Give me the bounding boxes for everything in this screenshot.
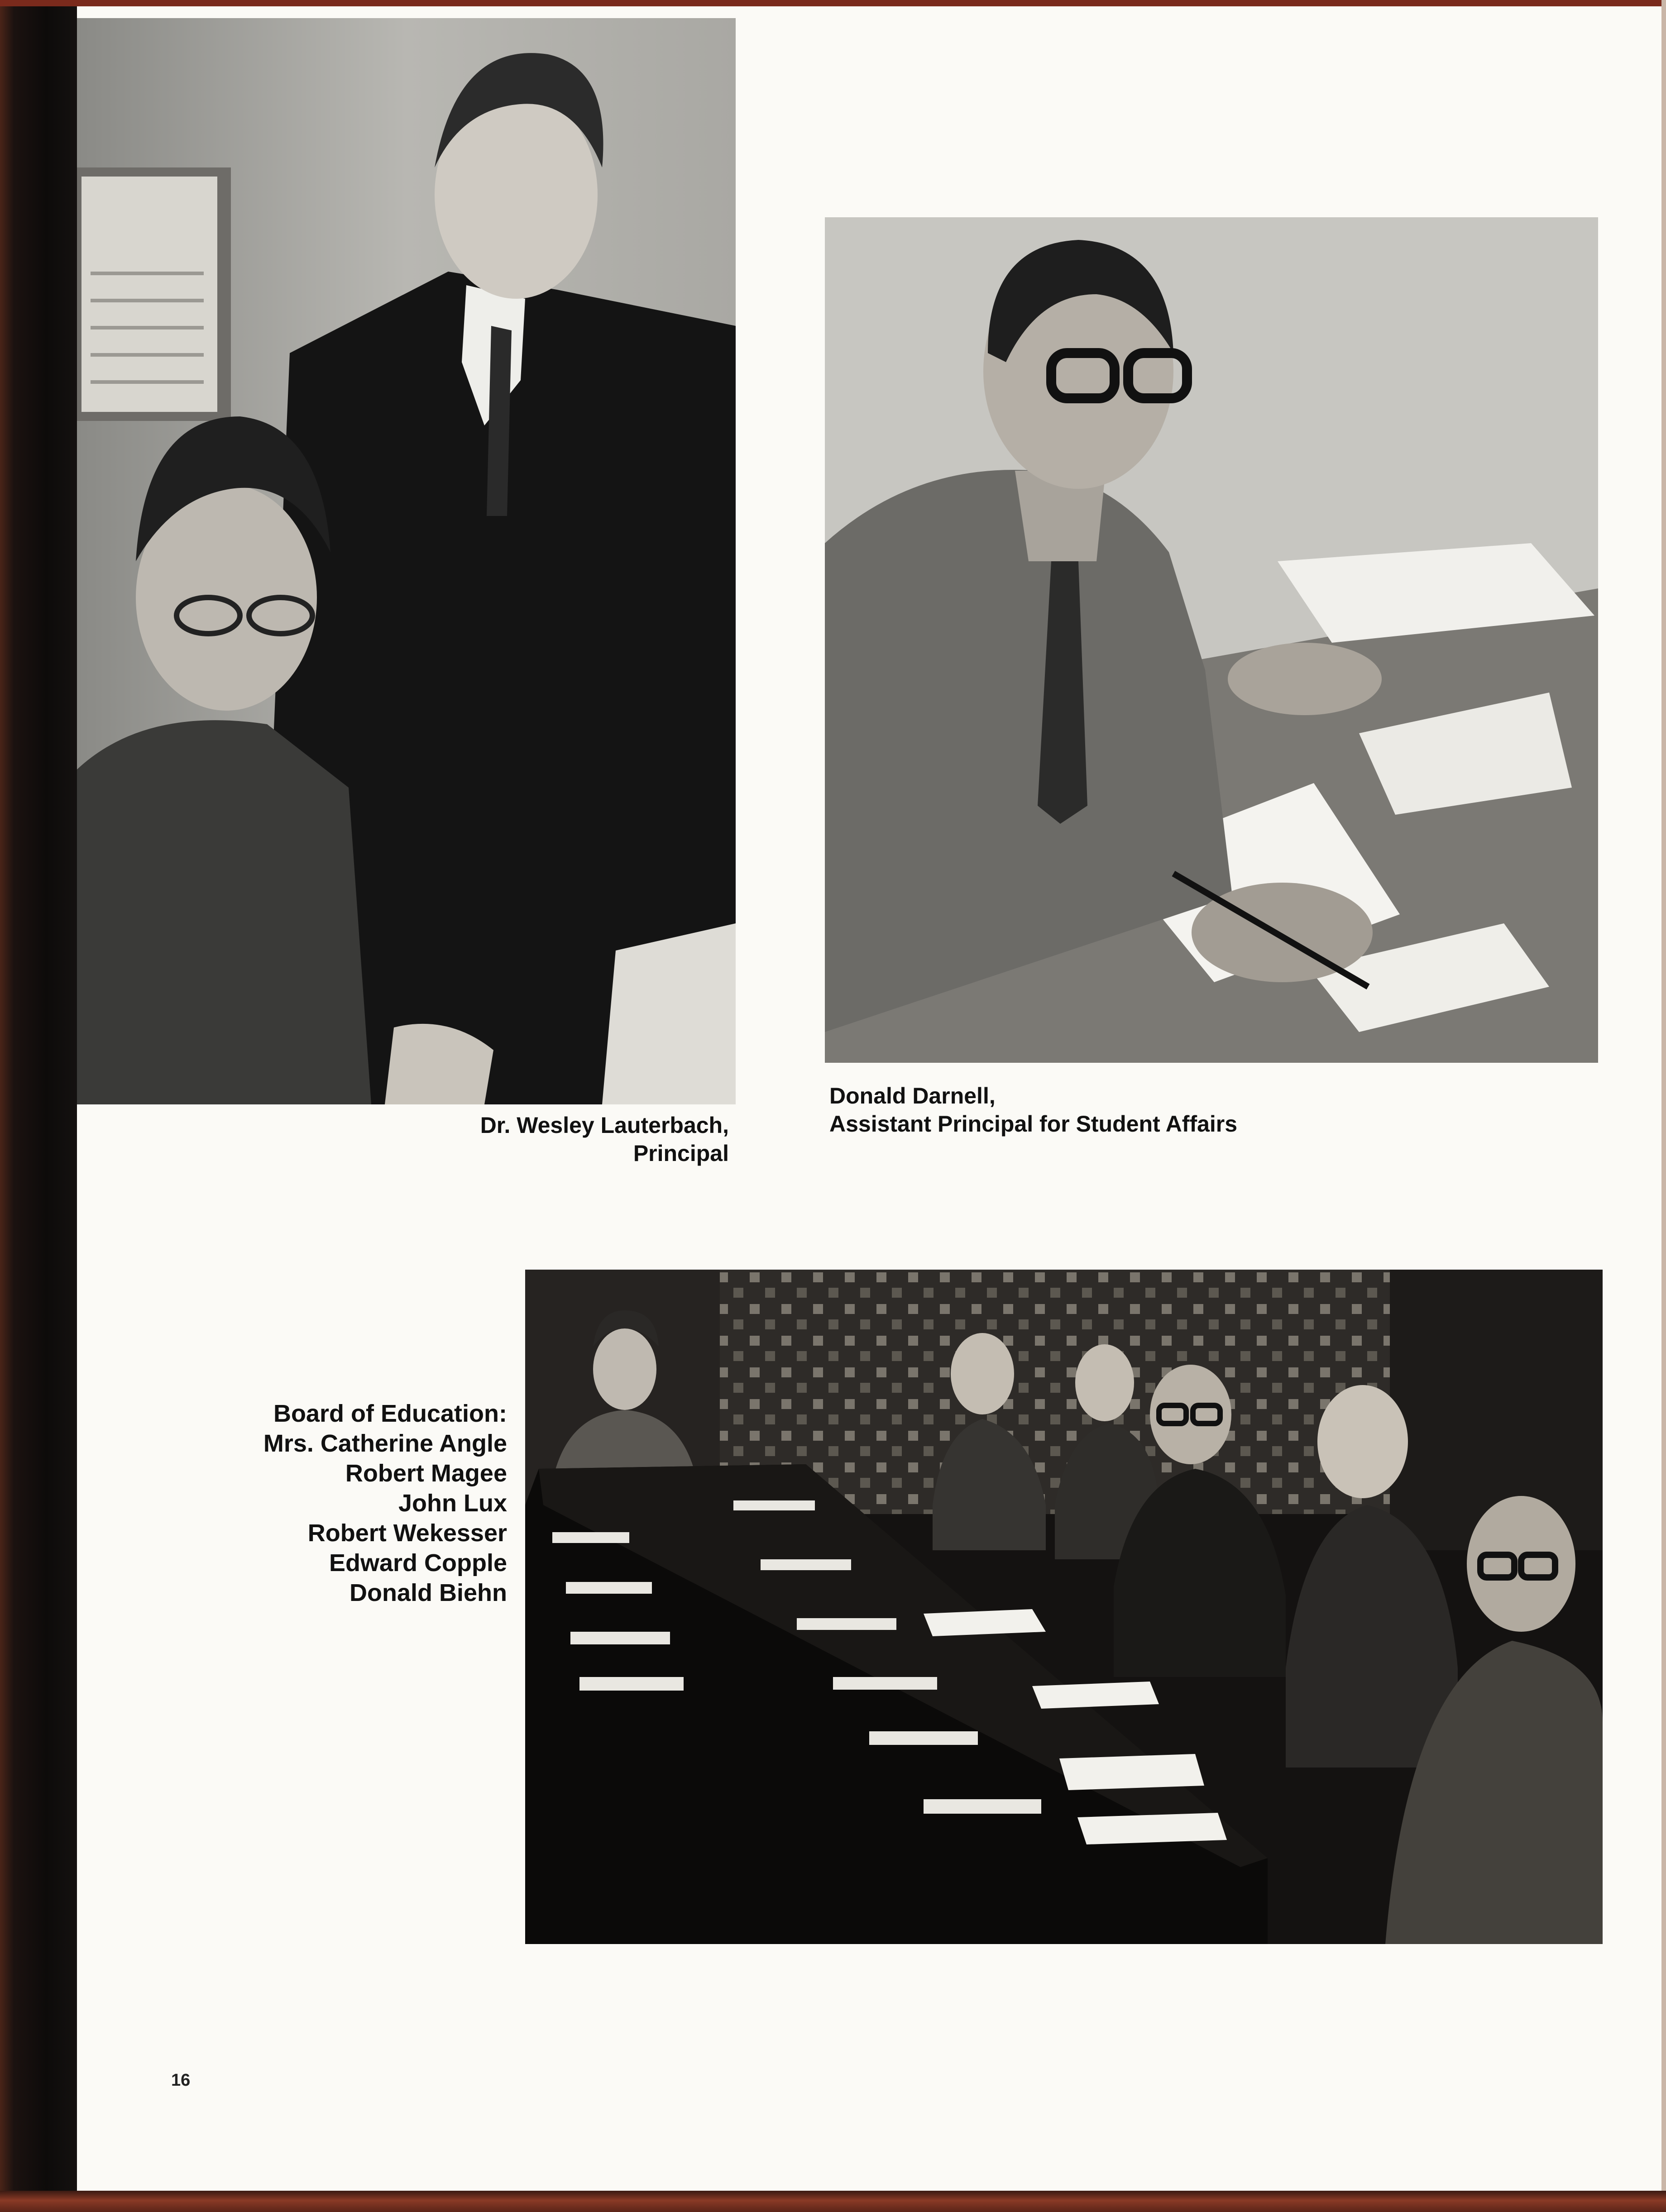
photo-board-of-education — [525, 1270, 1603, 1944]
caption-board-heading: Board of Education: — [273, 1400, 507, 1427]
photo-donald-darnell — [825, 217, 1598, 1063]
board-member: Edward Copple — [329, 1549, 507, 1577]
caption-darnell-name: Donald Darnell, — [829, 1083, 996, 1108]
board-member: Mrs. Catherine Angle — [263, 1430, 507, 1457]
right-edge — [1661, 0, 1666, 2212]
board-member: John Lux — [398, 1490, 507, 1517]
top-border — [0, 0, 1666, 6]
caption-darnell — [829, 1082, 1237, 1138]
caption-principal — [407, 1111, 729, 1167]
board-member: Donald Biehn — [349, 1579, 507, 1606]
caption-principal-title: Principal — [633, 1141, 729, 1166]
board-member: Robert Magee — [345, 1460, 507, 1487]
caption-principal-name: Dr. Wesley Lauterbach, — [480, 1113, 729, 1138]
board-member: Robert Wekesser — [307, 1519, 507, 1547]
caption-darnell-title: Assistant Principal for Student Affairs — [829, 1111, 1238, 1137]
bottom-border — [0, 2191, 1666, 2212]
caption-board-of-education — [217, 1399, 507, 1608]
page-number: 16 — [171, 2071, 191, 2090]
photo-principal — [77, 18, 736, 1104]
page-spine-edge — [0, 0, 77, 2212]
